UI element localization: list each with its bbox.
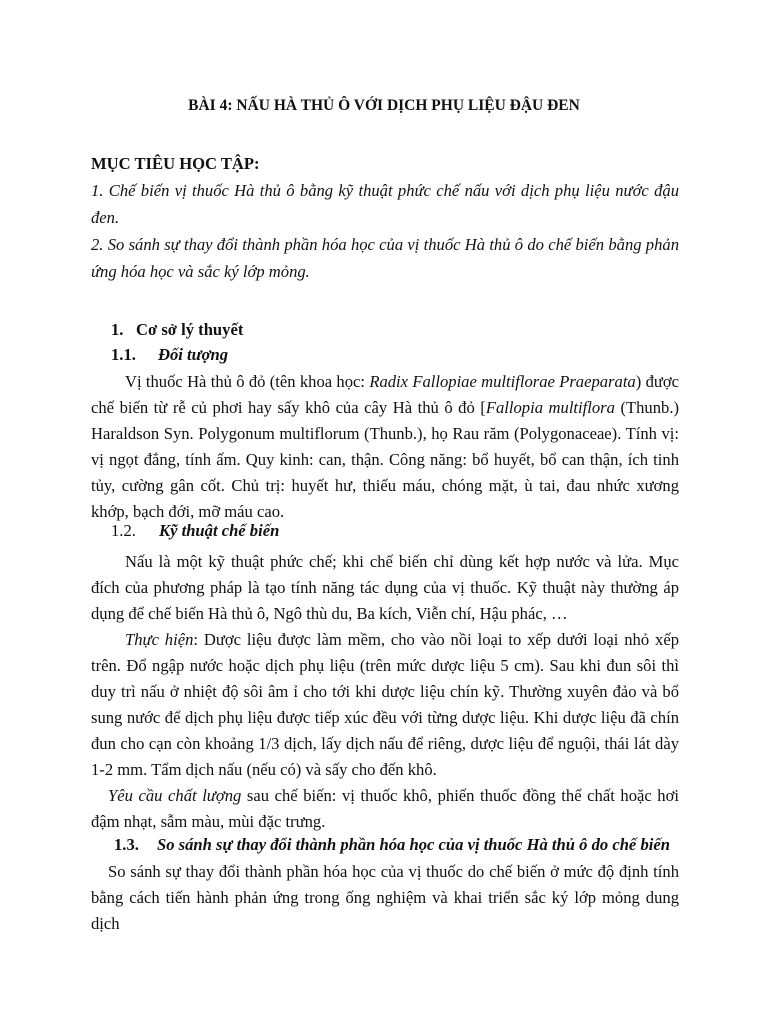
section-1-2-title: Kỹ thuật chế biến (159, 521, 280, 540)
section-1-title: Cơ sở lý thuyết (136, 320, 244, 339)
section-1-2-paragraph-2 (91, 627, 679, 783)
page-title: BÀI 4: NẤU HÀ THỦ Ô VỚI DỊCH PHỤ LIỆU ĐẬU ĐEN (188, 97, 580, 114)
objectives-heading: MỤC TIÊU HỌC TẬP: (91, 154, 260, 173)
procedure-label: Thực hiện (125, 630, 194, 649)
section-1-1-heading (111, 345, 228, 365)
section-1-2-paragraph-3 (91, 783, 679, 835)
section-1-number: 1. (111, 320, 124, 339)
scientific-name: Fallopia multiflora (485, 398, 615, 417)
text-run: ) được chế biến từ rễ củ phơi hay sấy khô của cây Hà thủ ô đỏ [ (91, 372, 679, 417)
section-1-2-number: 1.2. (111, 521, 136, 540)
text-run: sau chế biến: vị thuốc khô, phiến thuốc đồng thể chất hoặc hơi đậm nhạt, sẫm màu, mùi đặc trưng. (91, 786, 679, 831)
text-run: : Dược liệu được làm mềm, cho vào nồi loại to xếp dưới loại nhỏ xếp trên. Đổ ngập nước hoặc dịch phụ liệu (trên mức dược liệu 5 cm). Sau khi đun sôi thì duy trì nấu ở nhiệt độ sôi âm ỉ cho tới khi dược liệu chín kỹ. Thường xuyên đảo và bổ sung nước để dịch phụ liệu được tiếp xúc đều với từng dược liệu. Khi dược liệu đã chín đun cho cạn còn khoảng 1/3 dịch, lấy dịch nấu để riêng, dược liệu để nguội, thái lát dày 1-2 mm. Tẩm dịch nấu (nếu có) và sấy cho đến khô. (91, 630, 679, 779)
section-1-heading (111, 320, 243, 340)
objective-item-2: 2. So sánh sự thay đổi thành phần hóa học của vị thuốc Hà thủ ô do chế biến bằng phản ứng hóa học và sắc ký lớp mỏng. (91, 235, 679, 281)
section-1-1-paragraph (91, 369, 679, 525)
objective-item-1: 1. Chế biến vị thuốc Hà thủ ô bằng kỹ thuật phức chế nấu với dịch phụ liệu nước đậu đen. (91, 181, 679, 227)
section-1-3-paragraph: So sánh sự thay đổi thành phần hóa học của vị thuốc do chế biến ở mức độ định tính bằng cách tiến hành phản ứng trong ống nghiệm và khai triển sắc ký lớp mỏng dung dịch (91, 862, 679, 933)
section-1-1-number: 1.1. (111, 345, 136, 364)
section-1-3-number: 1.3. (114, 835, 139, 854)
section-1-2-paragraph-1: Nấu là một kỹ thuật phức chế; khi chế biến chỉ dùng kết hợp nước và lửa. Mục đích của phương pháp là tạo tính năng tác dụng của vị thuốc. Kỹ thuật này thường áp dụng để chế biến Hà thủ ô, Ngô thù du, Ba kích, Viễn chí, Hậu phác, … (91, 552, 679, 623)
section-1-3-heading (114, 835, 670, 855)
section-1-2-heading (111, 521, 279, 541)
text-run: (Thunb.) Haraldson Syn. Polygonum multiflorum (Thunb.), họ Rau răm (Polygonaceae). Tính vị: vị ngọt đắng, tính ấm. Quy kinh: can, thận. Công năng: bổ huyết, bổ can thận, ích tinh tủy, cường gân cốt. Chủ trị: huyết hư, thiếu máu, chóng mặt, ù tai, đau nhức xương khớp, bạch đới, mỡ máu cao. (91, 398, 680, 521)
section-1-3-title: So sánh sự thay đổi thành phần hóa học của vị thuốc Hà thủ ô do chế biến (157, 835, 670, 854)
objectives-section (91, 150, 679, 285)
scientific-name: Radix Fallopiae multiflorae Praeparata (369, 372, 636, 391)
quality-label: Yêu cầu chất lượng (108, 786, 242, 805)
text-run: Vị thuốc Hà thủ ô đỏ (tên khoa học: (125, 372, 370, 391)
section-1-1-title: Đối tượng (158, 345, 229, 364)
